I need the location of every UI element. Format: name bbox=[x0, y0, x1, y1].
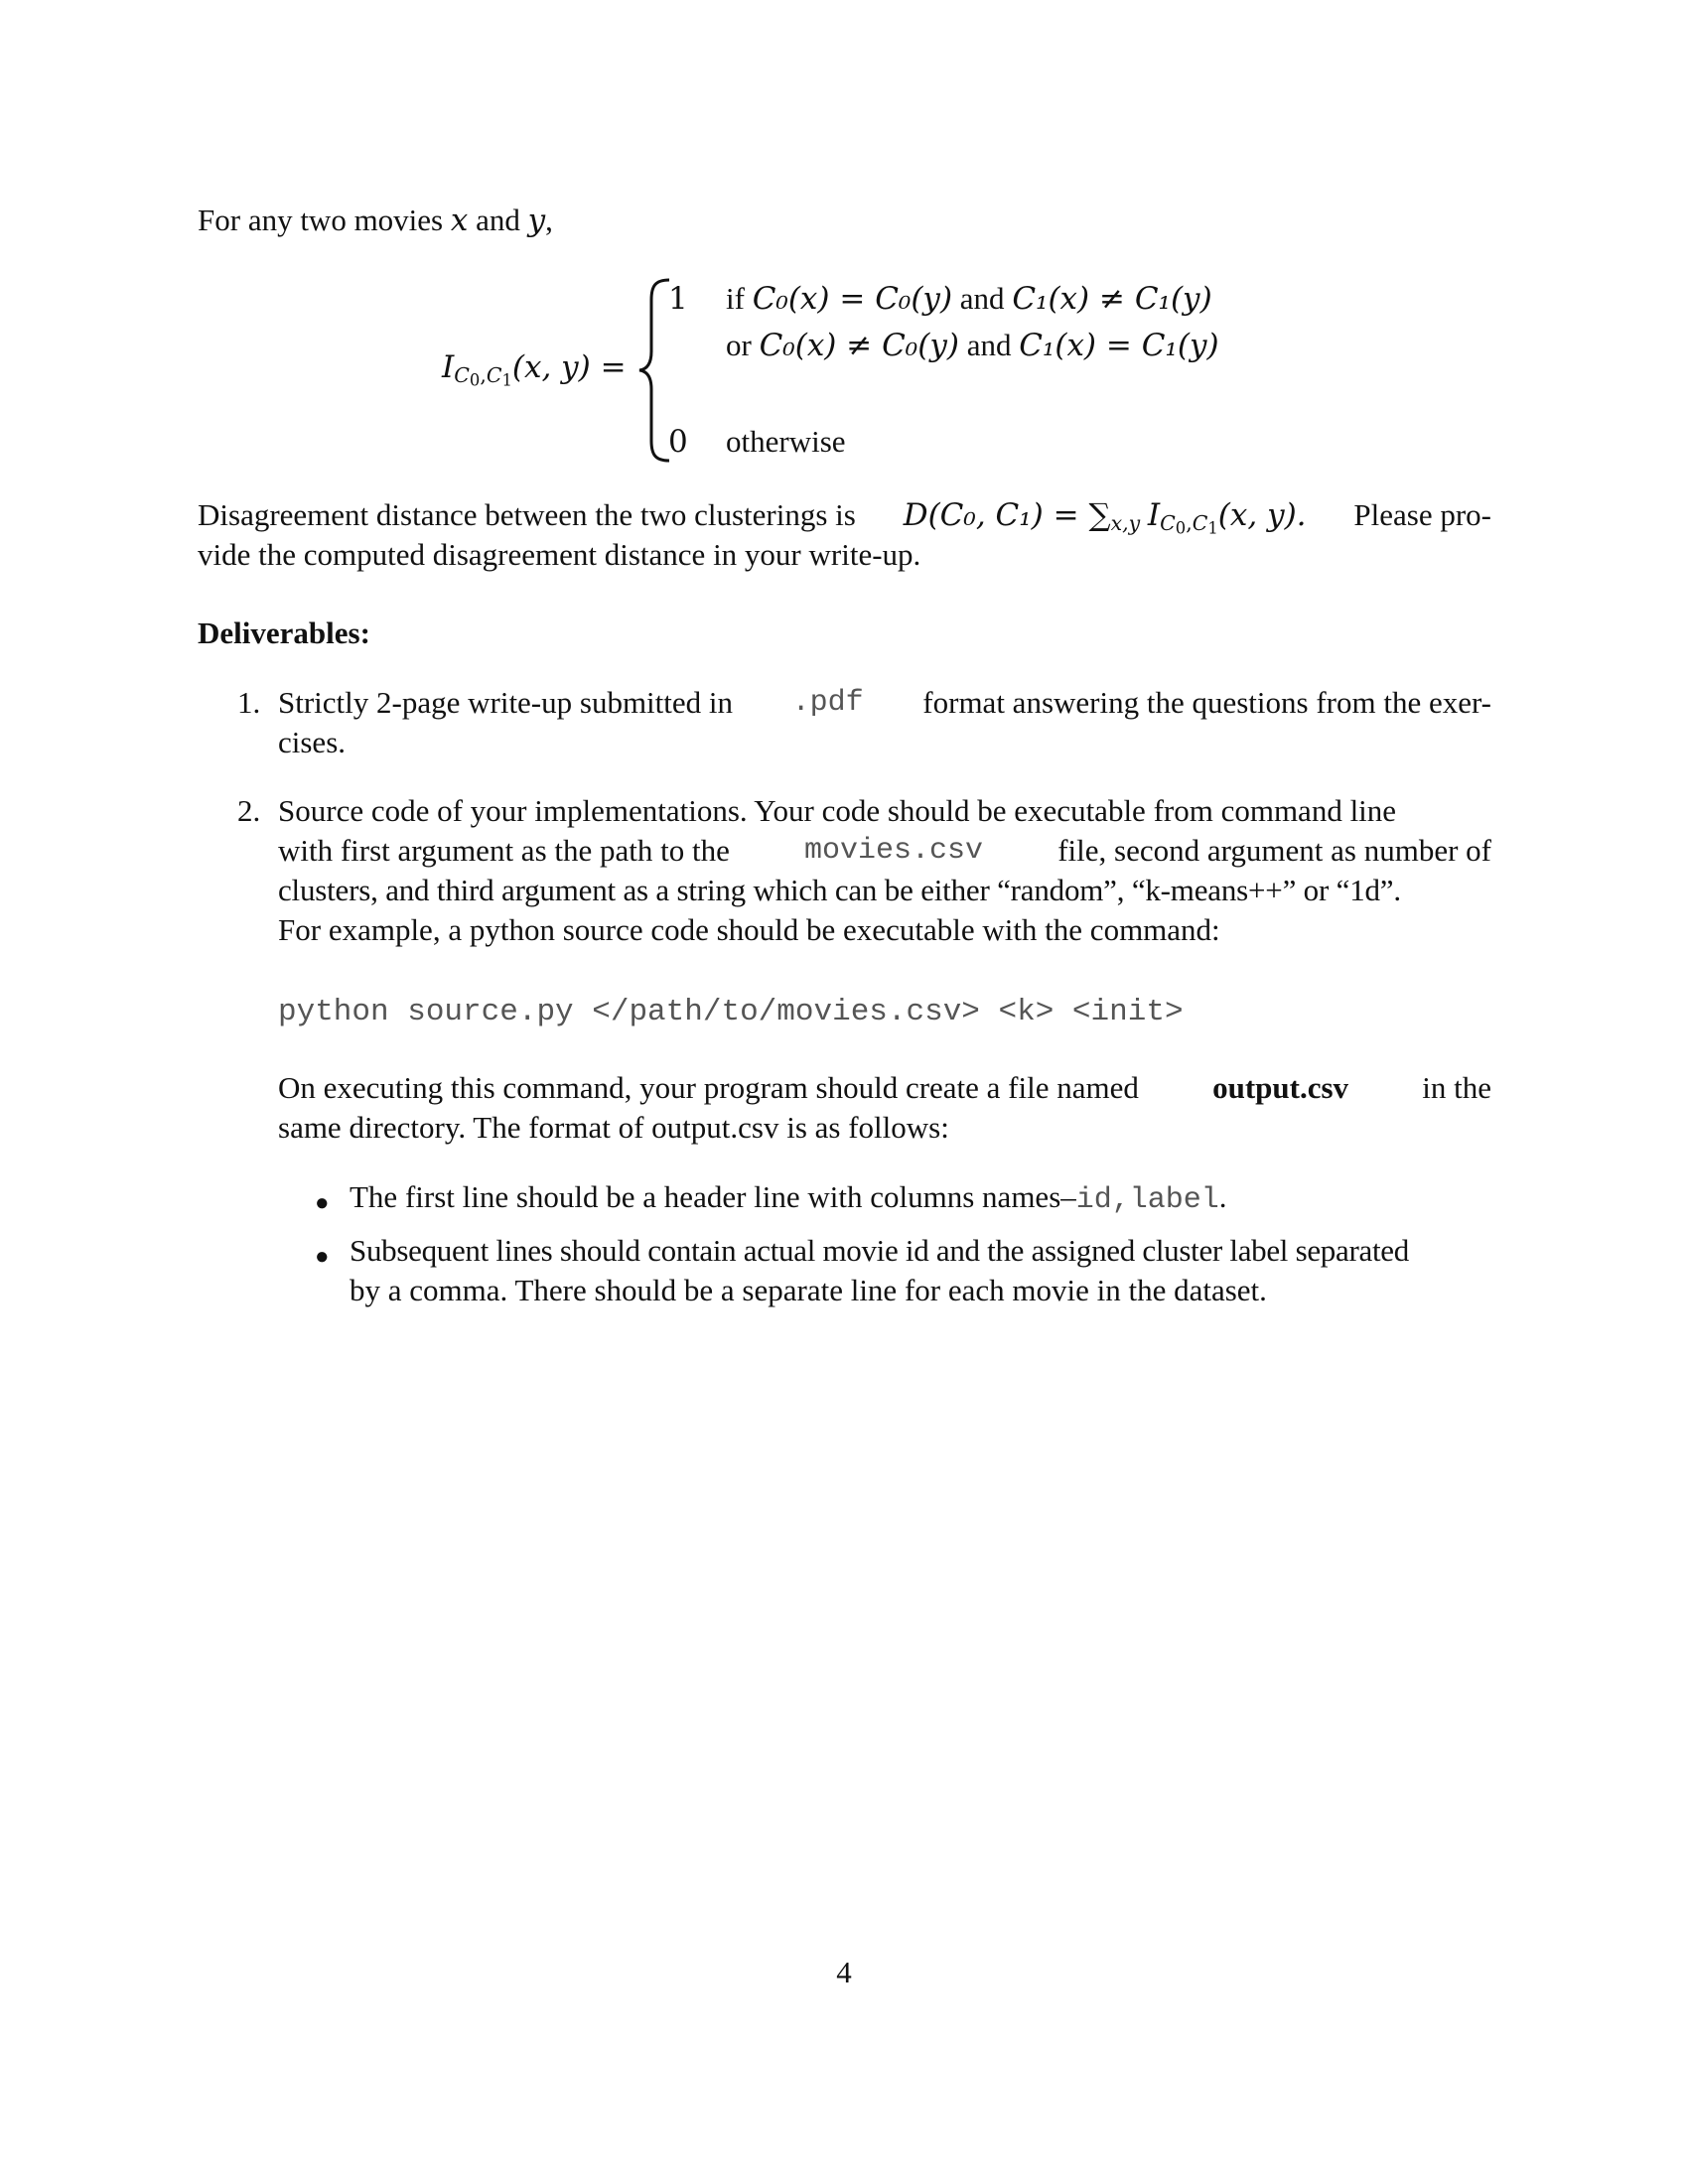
bullet-1-marker: ● bbox=[315, 1190, 330, 1216]
lhs-args: (x, y) = bbox=[511, 349, 627, 385]
page-number: 4 bbox=[836, 1955, 852, 1989]
lhs-c0: C bbox=[454, 363, 470, 388]
case1-or: or bbox=[726, 328, 752, 362]
distance-line2: vide the computed disagreement distance in your write-up. bbox=[198, 537, 921, 572]
distance-expr-i: I bbox=[1147, 497, 1161, 533]
command-line: python source.py </path/to/movies.csv> <k> <init> bbox=[278, 995, 1184, 1029]
distance-pre: Disagreement distance between the two clusterings is bbox=[198, 497, 856, 532]
distance-paragraph bbox=[198, 495, 1491, 575]
bullet-2 bbox=[350, 1231, 1491, 1310]
deliverables-heading bbox=[198, 614, 370, 653]
item2-line4: For example, a python source code should be executable with the command: bbox=[278, 912, 1220, 947]
item1-code: .pdf bbox=[791, 686, 864, 720]
distance-line1: Disagreement distance between the two clusterings is D(C₀, $C_1) = \sum_{x,y}$ $I_{C0,C1}(x$, y). Please pro- bbox=[198, 497, 1491, 538]
exec-line2: same directory. The format of output.csv is as follows: bbox=[278, 1110, 949, 1145]
case1-if: if bbox=[726, 281, 745, 316]
var-x: x bbox=[450, 203, 469, 238]
case1-value: 1 bbox=[668, 281, 688, 317]
item1-text-c: cises. bbox=[278, 725, 347, 759]
case1-and: and bbox=[959, 281, 1005, 316]
bullet-1 bbox=[350, 1177, 1227, 1220]
case1-expr1: C₀(x) = C₀(y) bbox=[752, 281, 953, 317]
case1-line2 bbox=[726, 326, 1219, 365]
lhs-c1: C bbox=[486, 363, 502, 388]
exec-line1 bbox=[278, 1068, 1491, 1108]
item1-line1 bbox=[278, 683, 1491, 723]
item2-line3: clusters, and third argument as a string which can be either “random”, “k-means++” or “1d”. bbox=[278, 873, 1401, 907]
bullet-2-line1: Subsequent lines should contain actual movie id and the assigned cluster label separated bbox=[350, 1233, 1409, 1268]
distance-sum-sub: x,y bbox=[1110, 511, 1141, 536]
equation-lhs: $I_{C0,C1}(x$, y) = bbox=[442, 349, 627, 390]
bullet-1-text: The first line should be a header line with columns names– bbox=[350, 1179, 1076, 1214]
case1-line1 bbox=[726, 279, 1212, 319]
item1-number: 1. bbox=[237, 685, 261, 720]
case1-line2-expr1: C₀(x) ≠ C₀(y) bbox=[759, 328, 959, 363]
item2-line2-a: with first argument as the path to the bbox=[278, 833, 730, 868]
intro-comma: , bbox=[545, 203, 553, 237]
lhs-i: I bbox=[442, 349, 455, 385]
case1-expr2: C₁(x) ≠ C₁(y) bbox=[1012, 281, 1212, 317]
item2-line2-code: movies.csv bbox=[804, 834, 984, 868]
distance-expr-d: D(C₀, C₁) = ∑ bbox=[903, 497, 1111, 533]
distance-expr-args: (x, y). bbox=[1217, 497, 1307, 533]
intro-and: and bbox=[476, 203, 520, 237]
var-y: y bbox=[527, 203, 546, 238]
bullet-2-line2: by a comma. There should be a separate line for each movie in the dataset. bbox=[350, 1273, 1267, 1307]
output-filename: output.csv bbox=[1212, 1070, 1349, 1105]
exec-text-a: On executing this command, your program should create a file named bbox=[278, 1070, 1139, 1105]
bullet-2-marker: ● bbox=[315, 1244, 330, 1270]
case2-value: 0 bbox=[668, 424, 688, 460]
distance-post: Please pro- bbox=[1353, 497, 1491, 532]
bullet-1-end: . bbox=[1218, 1179, 1227, 1214]
case2-text: otherwise bbox=[726, 424, 846, 459]
exec-text-b: in the bbox=[1422, 1070, 1491, 1105]
item2-number: 2. bbox=[237, 793, 261, 828]
case1-line2-expr2: C₁(x) = C₁(y) bbox=[1019, 328, 1219, 363]
item1-text-a: Strictly 2-page write-up submitted in bbox=[278, 685, 734, 720]
item2-line1: Source code of your implementations. Your code should be executable from command line bbox=[278, 793, 1397, 828]
case1-line2-and: and bbox=[966, 328, 1012, 362]
intro-text: For any two movies bbox=[198, 203, 444, 237]
item1-body bbox=[278, 683, 1491, 762]
deliverables-heading-text: Deliverables: bbox=[198, 615, 370, 650]
execution-paragraph bbox=[278, 1068, 1491, 1148]
bullet-1-code: id,label bbox=[1075, 1183, 1219, 1217]
item2-line2-b: file, second argument as number of bbox=[1057, 833, 1491, 868]
item2-body bbox=[278, 791, 1491, 950]
item2-line2 bbox=[278, 831, 1491, 871]
item1-text-b: format answering the questions from the exer- bbox=[922, 685, 1491, 720]
intro-line bbox=[198, 201, 553, 240]
